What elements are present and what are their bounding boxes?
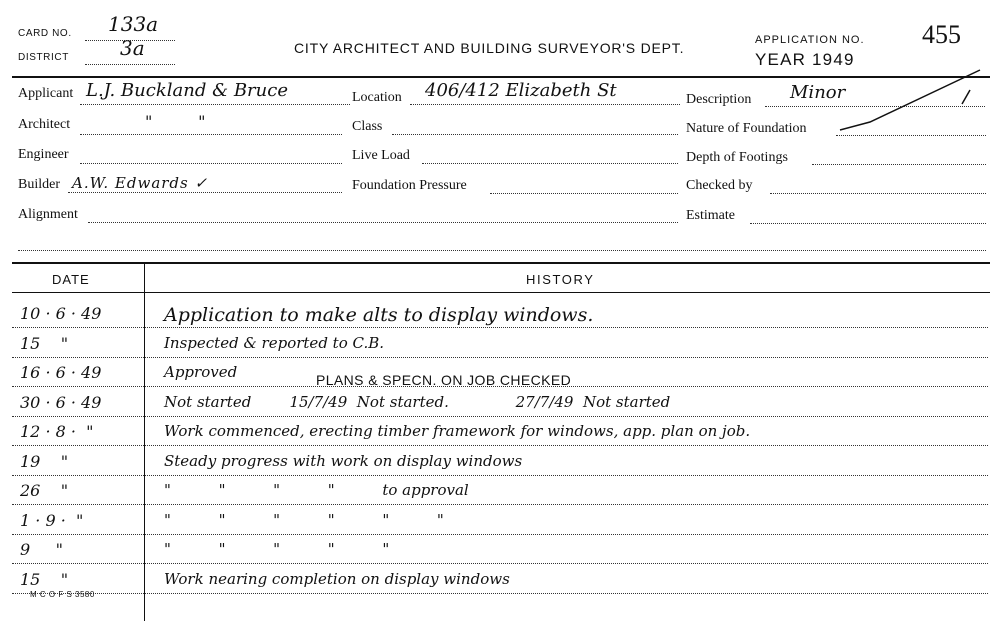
date-header: DATE	[52, 272, 90, 287]
blank-line	[18, 250, 986, 251]
engineer-line	[80, 163, 342, 164]
row-history: Work nearing completion on display windows	[164, 569, 510, 588]
plans-checked-stamp: PLANS & SPECN. ON JOB CHECKED	[316, 372, 572, 388]
row-line	[12, 327, 988, 328]
builder-line	[68, 192, 342, 193]
application-label: APPLICATION NO.	[755, 34, 865, 46]
checked-label: Checked by	[686, 178, 753, 193]
table-top-rule	[12, 262, 990, 264]
estimate-label: Estimate	[686, 208, 735, 223]
applicant-line	[80, 104, 350, 105]
location-line	[410, 104, 680, 105]
row-date: 16 · 6 · 49	[20, 363, 102, 382]
row-date: 15 "	[20, 333, 69, 353]
architect-line	[80, 134, 342, 135]
row-date: 9 "	[20, 540, 63, 559]
applicant-value: L.J. Buckland & Bruce	[86, 80, 288, 101]
year-label: YEAR 1949	[755, 50, 855, 69]
description-label: Description	[686, 92, 752, 107]
row-date: 15 "	[20, 569, 69, 589]
application-number: 455	[922, 20, 961, 49]
table-header-rule	[12, 292, 990, 293]
district-value: 3a	[120, 36, 145, 60]
row-history: Application to make alts to display windows.	[164, 304, 594, 326]
form-code: M C O F S 3580	[30, 590, 95, 599]
district-line	[85, 64, 175, 65]
table-row	[12, 566, 988, 594]
location-label: Location	[352, 90, 402, 105]
pressure-line	[490, 193, 678, 194]
row-line	[12, 593, 988, 594]
row-line	[12, 416, 988, 417]
card-no-label: CARD NO.	[18, 28, 72, 39]
liveload-label: Live Load	[352, 148, 410, 163]
table-row	[12, 389, 988, 417]
class-label: Class	[352, 119, 383, 134]
depth-label: Depth of Footings	[686, 150, 788, 165]
row-date: 12 · 8 · "	[20, 422, 94, 441]
row-date: 19 "	[20, 451, 69, 471]
table-row	[12, 536, 988, 564]
description-value: Minor	[790, 82, 846, 103]
row-line	[12, 534, 988, 535]
nature-label: Nature of Foundation	[686, 121, 807, 136]
builder-value: A.W. Edwards ✓	[72, 174, 209, 192]
table-row	[12, 300, 988, 328]
row-date: 26 "	[20, 481, 69, 500]
row-line	[12, 563, 988, 564]
depth-line	[812, 164, 986, 165]
row-history: " " " " to approval	[164, 481, 469, 499]
architect-label: Architect	[18, 117, 71, 132]
row-history: Approved	[164, 363, 238, 381]
applicant-label: Applicant	[18, 86, 74, 101]
row-date: 1 · 9 · "	[20, 510, 84, 530]
row-history: Steady progress with work on display windows	[164, 451, 523, 470]
district-label: DISTRICT	[18, 52, 69, 63]
table-row	[12, 330, 988, 358]
row-line	[12, 475, 988, 476]
location-value: 406/412 Elizabeth St	[425, 80, 617, 101]
row-line	[12, 504, 988, 505]
table-row	[12, 448, 988, 476]
estimate-line	[750, 223, 986, 224]
engineer-label: Engineer	[18, 147, 69, 162]
class-line	[392, 134, 678, 135]
row-history: Not started 15/7/49 Not started. 27/7/49 Not started	[164, 392, 671, 411]
row-date: 30 · 6 · 49	[20, 392, 102, 412]
history-header: HISTORY	[526, 272, 595, 287]
pen-stroke	[830, 60, 990, 150]
table-row	[12, 477, 988, 505]
row-line	[12, 445, 988, 446]
row-history: " " " " " "	[164, 510, 444, 529]
pressure-label: Foundation Pressure	[352, 178, 467, 193]
architect-value: " "	[145, 112, 206, 131]
builder-label: Builder	[18, 177, 60, 192]
alignment-label: Alignment	[18, 207, 78, 222]
row-history: Inspected & reported to C.B.	[164, 333, 385, 352]
table-row	[12, 507, 988, 535]
department-title: CITY ARCHITECT AND BUILDING SURVEYOR'S DEPT.	[294, 40, 685, 56]
alignment-line	[88, 222, 678, 223]
row-history: Work commenced, erecting timber framework for windows, app. plan on job.	[164, 422, 751, 440]
card-no-value: 133a	[108, 12, 159, 36]
row-history: " " " " "	[164, 540, 390, 558]
row-line	[12, 357, 988, 358]
row-date: 10 · 6 · 49	[20, 304, 102, 323]
liveload-line	[422, 163, 678, 164]
checked-line	[770, 193, 986, 194]
table-row	[12, 418, 988, 446]
